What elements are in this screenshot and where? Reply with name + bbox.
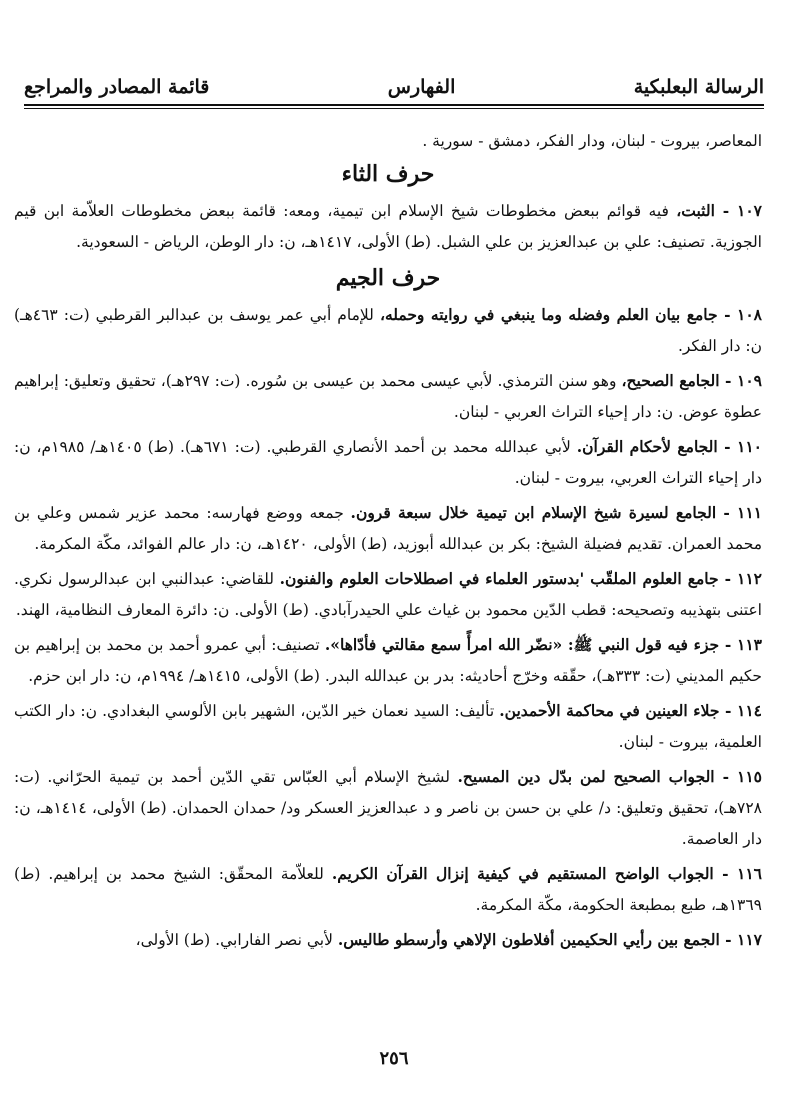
header-section-title: الفهارس	[387, 76, 456, 98]
entry-text: لأبي عبدالله محمد بن أحمد الأنصاري القرطبي. (ت: ٦٧١هـ). (ط) ١٤٠٥هـ/ ١٩٨٥م، ن: دار إحياء التراث العربي، بيروت - لبنان.	[14, 438, 762, 487]
bibliography-entry	[14, 299, 762, 362]
bibliography-entry	[14, 365, 762, 428]
entry-number: ١٠٨ -	[717, 305, 762, 324]
entry-title: الجواب الواضح المستقيم في كيفية إنزال القرآن الكريم.	[331, 864, 714, 883]
entry-number: ١١٧ -	[719, 930, 762, 949]
bibliography-entry	[14, 497, 762, 560]
entry-text: لأبي نصر الفارابي. (ط) الأولى،	[135, 931, 338, 949]
bibliography-entry	[14, 695, 762, 758]
bibliography-entry	[14, 761, 762, 855]
entry-number: ١٠٧ -	[714, 201, 762, 220]
entry-number: ١١٥ -	[714, 767, 762, 786]
header-chapter-title: قائمة المصادر والمراجع	[24, 76, 210, 98]
entry-text: للإمام أبي عمر يوسف بن عبدالبر القرطبي (ت: ٤٦٣هـ) ن: دار الفكر.	[14, 306, 762, 355]
entry-text: جمعه ووضع فهارسه: محمد عزير شمس وعلي بن محمد العمران. تقديم فضيلة الشيخ: بكر بن عبدالله أبوزيد، (ط) الأولى، ١٤٢٠هـ، ن: دار عالم الفوائد، مكّة المكرمة.	[14, 504, 762, 553]
entry-number: ١١٤ -	[719, 701, 763, 720]
bibliography-entry	[14, 431, 762, 494]
entry-title: الجواب الصحيح لمن بدّل دين المسيح.	[457, 767, 715, 786]
entry-number: ١٠٩ -	[719, 371, 762, 390]
entry-title: جزء فيه قول النبي ﷺ: «نضّر الله امرأً سمع مقالتي فأدّاها».	[324, 635, 720, 654]
page-number: ٢٥٦	[379, 1048, 409, 1069]
header-rule-thin	[24, 108, 764, 109]
entry-title: الجامع لأحكام القرآن.	[576, 437, 718, 456]
bibliography-entry	[14, 858, 762, 921]
running-header	[24, 72, 764, 102]
entry-title: الجمع بين رأيي الحكيمين أفلاطون الإلاهي وأرسطو طاليس.	[337, 930, 720, 949]
bibliography-entry	[14, 195, 762, 258]
entry-title: جلاء العينين في محاكمة الأحمدين.	[499, 701, 720, 720]
bibliography-entry	[14, 563, 762, 626]
entry-title: الجامع لسيرة شيخ الإسلام ابن تيمية خلال سبعة قرون.	[350, 503, 717, 522]
bibliography-entry	[14, 629, 762, 692]
entry-text: لشيخ الإسلام أبي العبّاس تقي الدّين أحمد بن تيمية الحرّاني. (ت: ٧٢٨هـ)، تحقيق وتعليق: د/ علي بن حسن بن ناصر و د عبدالعزيز العسكر ود/ حمدان الحمدان. (ط) الأولى، ١٤١٤هـ، ن: دار العاصمة.	[14, 768, 763, 848]
header-rule	[24, 104, 764, 106]
entry-title: جامع العلوم الملقّب 'بدستور العلماء في اصطلاحات العلوم والفنون.	[279, 569, 719, 588]
entry-title: الثبت،	[676, 201, 715, 220]
entry-title: جامع بيان العلم وفضله وما ينبغي في روايته وحمله،	[379, 305, 718, 324]
section-tha	[14, 157, 762, 258]
continuation-line: المعاصر، بيروت - لبنان، ودار الفكر، دمشق - سورية .	[422, 132, 762, 150]
entry-text: تصنيف: أبي عمرو أحمد بن محمد بن إبراهيم بن حكيم المديني (ت: ٣٣٣هـ)، حقّقه وخرّج أحاديثه: بدر بن عبدالله البدر. (ط) الأولى، ١٤١٥هـ/ ١٩٩٤م، ن: دار ابن حزم.	[14, 636, 762, 685]
entry-text: وهو سنن الترمذي. لأبي عيسى محمد بن عيسى بن سُوره. (ت: ٢٩٧هـ)، تحقيق وتعليق: إبراهيم عطوة عوض. ن: دار إحياء التراث العربي - لبنان.	[14, 372, 762, 421]
entry-title: الجامع الصحيح،	[621, 371, 720, 390]
entry-number: ١١٣ -	[719, 635, 762, 654]
entry-text: فيه قوائم ببعض مخطوطات شيخ الإسلام ابن تيمية، ومعه: قائمة ببعض مخطوطات العلاّمة ابن قيم الجوزية. تصنيف: علي بن عبدالعزيز بن علي الشبل. (ط) الأولى، ١٤١٧هـ، ن: دار الوطن، الرياض - السعودية.	[14, 202, 762, 251]
section-jim	[14, 261, 762, 956]
entry-text: تأليف: السيد نعمان خير الدّين، الشهير بابن الألوسي البغدادي. ن: دار الكتب العلمية، بيروت - لبنان.	[14, 702, 762, 751]
entry-number: ١١١ -	[716, 503, 762, 522]
entry-text: للقاضي: عبدالنبي ابن عبدالرسول نكري. اعتنى بتهذيبه وتصحيحه: قطب الدّين محمود بن غياث علي الحيدرآبادي. (ط) الأولى. ن: دائرة المعارف النظامية، الهند.	[14, 570, 762, 619]
entry-number: ١١٦ -	[713, 864, 762, 883]
section-heading: حرف الجيم	[335, 265, 441, 291]
entry-text: للعلاّمة المحقّق: الشيخ محمد بن إبراهيم. (ط) ١٣٦٩هـ، طبع بمطبعة الحكومة، مكّة المكرمة.	[14, 865, 762, 914]
entry-number: ١١٠ -	[717, 437, 762, 456]
entry-number: ١١٢ -	[718, 569, 762, 588]
page-body	[14, 126, 762, 959]
section-heading: حرف الثاء	[341, 161, 435, 187]
bibliography-entry	[14, 924, 762, 956]
header-book-title: الرسالة البعلبكية	[633, 76, 764, 98]
